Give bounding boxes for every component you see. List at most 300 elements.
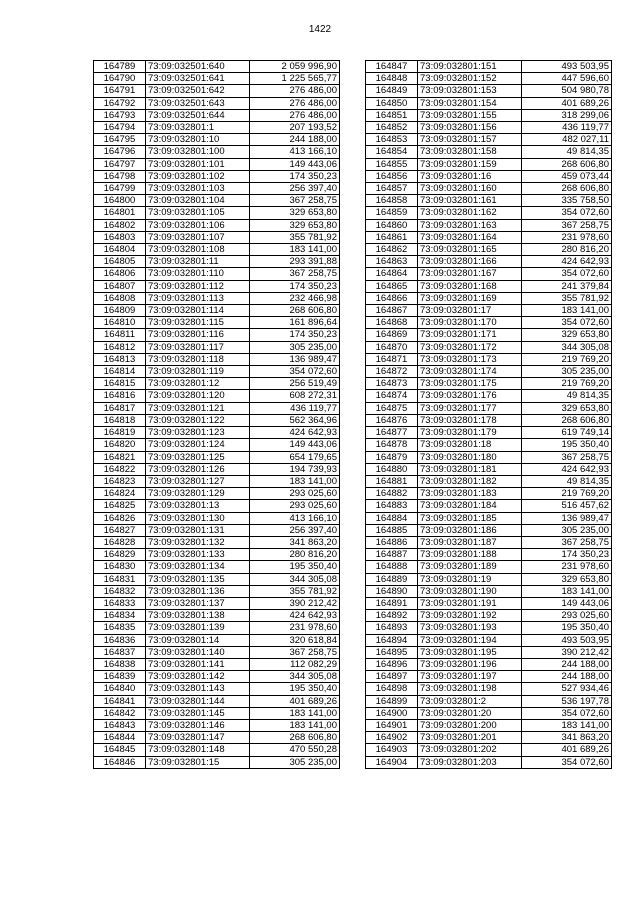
cadastral-number-cell: 73:09:032801:127 <box>146 475 250 487</box>
cadastral-number-cell: 73:09:032801:10 <box>146 134 250 146</box>
cadastral-number-cell: 73:09:032801:121 <box>146 402 250 414</box>
row-number-cell: 164885 <box>366 524 418 536</box>
table-row <box>94 427 340 439</box>
row-number-cell: 164807 <box>94 280 146 292</box>
value-cell: 149 443,06 <box>250 158 340 170</box>
table-row <box>366 524 612 536</box>
value-cell: 231 978,60 <box>522 231 612 243</box>
cadastral-number-cell: 73:09:032801:201 <box>418 732 522 744</box>
cadastral-number-cell: 73:09:032801:178 <box>418 414 522 426</box>
value-cell: 280 816,20 <box>522 244 612 256</box>
table-row <box>366 475 612 487</box>
row-number-cell: 164881 <box>366 475 418 487</box>
table-row <box>366 85 612 97</box>
cadastral-number-cell: 73:09:032801:15 <box>146 756 250 768</box>
value-cell: 268 606,80 <box>250 305 340 317</box>
row-number-cell: 164860 <box>366 219 418 231</box>
cadastral-number-cell: 73:09:032801:187 <box>418 536 522 548</box>
table-body-right <box>366 61 612 769</box>
value-cell: 231 978,60 <box>522 561 612 573</box>
row-number-cell: 164825 <box>94 500 146 512</box>
table-row <box>366 61 612 73</box>
table-row <box>366 268 612 280</box>
cadastral-number-cell: 73:09:032801:163 <box>418 219 522 231</box>
cadastral-number-cell: 73:09:032801:1 <box>146 122 250 134</box>
table-row <box>94 512 340 524</box>
cadastral-number-cell: 73:09:032801:183 <box>418 488 522 500</box>
table-row <box>366 317 612 329</box>
row-number-cell: 164798 <box>94 170 146 182</box>
row-number-cell: 164837 <box>94 646 146 658</box>
table-row <box>366 573 612 585</box>
value-cell: 305 235,00 <box>522 524 612 536</box>
cadastral-number-cell: 73:09:032801:167 <box>418 268 522 280</box>
value-cell: 459 073,44 <box>522 170 612 182</box>
cadastral-number-cell: 73:09:032801:203 <box>418 756 522 768</box>
value-cell: 219 769,20 <box>522 488 612 500</box>
value-cell: 482 027,11 <box>522 134 612 146</box>
value-cell: 293 025,60 <box>250 488 340 500</box>
table-row <box>366 500 612 512</box>
value-cell: 436 119,77 <box>250 402 340 414</box>
value-cell: 268 606,80 <box>522 183 612 195</box>
value-cell: 424 642,93 <box>522 256 612 268</box>
table-row <box>366 353 612 365</box>
value-cell: 136 989,47 <box>250 353 340 365</box>
value-cell: 49 814,35 <box>522 390 612 402</box>
value-cell: 276 486,00 <box>250 109 340 121</box>
cadastral-number-cell: 73:09:032801:16 <box>418 170 522 182</box>
value-cell: 195 350,40 <box>250 683 340 695</box>
value-cell: 293 025,60 <box>250 500 340 512</box>
table-row <box>94 536 340 548</box>
row-number-cell: 164891 <box>366 597 418 609</box>
value-cell: 329 653,80 <box>522 573 612 585</box>
row-number-cell: 164820 <box>94 439 146 451</box>
value-cell: 320 618,84 <box>250 634 340 646</box>
value-cell: 329 653,80 <box>250 219 340 231</box>
row-number-cell: 164822 <box>94 463 146 475</box>
value-cell: 174 350,23 <box>250 280 340 292</box>
row-number-cell: 164853 <box>366 134 418 146</box>
row-number-cell: 164842 <box>94 707 146 719</box>
cadastral-number-cell: 73:09:032801:126 <box>146 463 250 475</box>
table-row <box>94 585 340 597</box>
table-row <box>94 244 340 256</box>
cadastral-number-cell: 73:09:032801:151 <box>418 61 522 73</box>
row-number-cell: 164897 <box>366 671 418 683</box>
table-row <box>94 451 340 463</box>
row-number-cell: 164832 <box>94 585 146 597</box>
row-number-cell: 164844 <box>94 732 146 744</box>
value-cell: 341 863,20 <box>250 536 340 548</box>
row-number-cell: 164829 <box>94 549 146 561</box>
cadastral-number-cell: 73:09:032801:131 <box>146 524 250 536</box>
cadastral-number-cell: 73:09:032501:641 <box>146 73 250 85</box>
row-number-cell: 164850 <box>366 97 418 109</box>
cadastral-number-cell: 73:09:032801:116 <box>146 329 250 341</box>
cadastral-number-cell: 73:09:032801:19 <box>418 573 522 585</box>
table-row <box>366 622 612 634</box>
row-number-cell: 164834 <box>94 610 146 622</box>
cadastral-number-cell: 73:09:032801:140 <box>146 646 250 658</box>
value-cell: 232 466,98 <box>250 292 340 304</box>
table-row <box>94 524 340 536</box>
row-number-cell: 164866 <box>366 292 418 304</box>
cadastral-number-cell: 73:09:032801:106 <box>146 219 250 231</box>
cadastral-number-cell: 73:09:032801:168 <box>418 280 522 292</box>
cadastral-number-cell: 73:09:032801:174 <box>418 366 522 378</box>
cadastral-number-cell: 73:09:032801:200 <box>418 719 522 731</box>
value-cell: 493 503,95 <box>522 61 612 73</box>
table-row <box>94 610 340 622</box>
cadastral-number-cell: 73:09:032801:171 <box>418 329 522 341</box>
value-cell: 149 443,06 <box>250 439 340 451</box>
value-cell: 367 258,75 <box>250 268 340 280</box>
cadastral-number-cell: 73:09:032801:145 <box>146 707 250 719</box>
row-number-cell: 164894 <box>366 634 418 646</box>
cadastral-number-cell: 73:09:032801:118 <box>146 353 250 365</box>
value-cell: 49 814,35 <box>522 475 612 487</box>
cadastral-number-cell: 73:09:032801:142 <box>146 671 250 683</box>
row-number-cell: 164872 <box>366 366 418 378</box>
cadastral-number-cell: 73:09:032801:165 <box>418 244 522 256</box>
row-number-cell: 164839 <box>94 671 146 683</box>
row-number-cell: 164802 <box>94 219 146 231</box>
table-row <box>94 744 340 756</box>
cadastral-number-cell: 73:09:032801:101 <box>146 158 250 170</box>
table-row <box>366 97 612 109</box>
cadastral-number-cell: 73:09:032801:141 <box>146 658 250 670</box>
value-cell: 354 072,60 <box>250 366 340 378</box>
row-number-cell: 164813 <box>94 353 146 365</box>
table-row <box>366 219 612 231</box>
row-number-cell: 164821 <box>94 451 146 463</box>
row-number-cell: 164840 <box>94 683 146 695</box>
table-row <box>94 549 340 561</box>
row-number-cell: 164864 <box>366 268 418 280</box>
row-number-cell: 164810 <box>94 317 146 329</box>
row-number-cell: 164848 <box>366 73 418 85</box>
cadastral-number-cell: 73:09:032801:143 <box>146 683 250 695</box>
value-cell: 367 258,75 <box>522 536 612 548</box>
table-row <box>366 109 612 121</box>
table-row <box>366 646 612 658</box>
cadastral-number-cell: 73:09:032801:115 <box>146 317 250 329</box>
value-cell: 219 769,20 <box>522 353 612 365</box>
row-number-cell: 164873 <box>366 378 418 390</box>
table-row <box>366 707 612 719</box>
row-number-cell: 164790 <box>94 73 146 85</box>
cadastral-number-cell: 73:09:032801:105 <box>146 207 250 219</box>
cadastral-number-cell: 73:09:032801:172 <box>418 341 522 353</box>
cadastral-number-cell: 73:09:032801:13 <box>146 500 250 512</box>
table-row <box>94 85 340 97</box>
value-cell: 195 350,40 <box>522 622 612 634</box>
table-row <box>94 231 340 243</box>
table-row <box>94 158 340 170</box>
row-number-cell: 164883 <box>366 500 418 512</box>
row-number-cell: 164893 <box>366 622 418 634</box>
cadastral-number-cell: 73:09:032801:112 <box>146 280 250 292</box>
table-row <box>366 292 612 304</box>
value-cell: 268 606,80 <box>522 414 612 426</box>
cadastral-number-cell: 73:09:032801:136 <box>146 585 250 597</box>
value-cell: 619 749,14 <box>522 427 612 439</box>
cadastral-number-cell: 73:09:032801:154 <box>418 97 522 109</box>
row-number-cell: 164809 <box>94 305 146 317</box>
table-row <box>94 219 340 231</box>
value-cell: 305 235,00 <box>250 756 340 768</box>
cadastral-number-cell: 73:09:032801:122 <box>146 414 250 426</box>
cadastral-number-cell: 73:09:032801:114 <box>146 305 250 317</box>
value-cell: 183 141,00 <box>250 475 340 487</box>
value-cell: 654 179,65 <box>250 451 340 463</box>
table-row <box>366 585 612 597</box>
value-cell: 516 457,62 <box>522 500 612 512</box>
cadastral-number-cell: 73:09:032801:189 <box>418 561 522 573</box>
value-cell: 329 653,80 <box>522 402 612 414</box>
value-cell: 355 781,92 <box>250 585 340 597</box>
row-number-cell: 164851 <box>366 109 418 121</box>
value-cell: 354 072,60 <box>522 756 612 768</box>
value-cell: 424 642,93 <box>522 463 612 475</box>
value-cell: 244 188,00 <box>522 671 612 683</box>
row-number-cell: 164878 <box>366 439 418 451</box>
value-cell: 329 653,80 <box>522 329 612 341</box>
cadastral-number-cell: 73:09:032801:196 <box>418 658 522 670</box>
table-row <box>366 280 612 292</box>
table-row <box>94 414 340 426</box>
cadastral-number-cell: 73:09:032801:17 <box>418 305 522 317</box>
table-row <box>94 402 340 414</box>
row-number-cell: 164870 <box>366 341 418 353</box>
row-number-cell: 164876 <box>366 414 418 426</box>
cadastral-number-cell: 73:09:032501:642 <box>146 85 250 97</box>
row-number-cell: 164877 <box>366 427 418 439</box>
value-cell: 231 978,60 <box>250 622 340 634</box>
value-cell: 367 258,75 <box>522 219 612 231</box>
value-cell: 280 816,20 <box>250 549 340 561</box>
cadastral-number-cell: 73:09:032801:193 <box>418 622 522 634</box>
row-number-cell: 164899 <box>366 695 418 707</box>
table-row <box>366 561 612 573</box>
row-number-cell: 164845 <box>94 744 146 756</box>
table-row <box>94 463 340 475</box>
value-cell: 161 896,64 <box>250 317 340 329</box>
value-cell: 354 072,60 <box>522 268 612 280</box>
value-cell: 470 550,28 <box>250 744 340 756</box>
value-cell: 401 689,26 <box>522 744 612 756</box>
row-number-cell: 164889 <box>366 573 418 585</box>
row-number-cell: 164871 <box>366 353 418 365</box>
row-number-cell: 164831 <box>94 573 146 585</box>
value-cell: 355 781,92 <box>250 231 340 243</box>
cadastral-number-cell: 73:09:032801:177 <box>418 402 522 414</box>
value-cell: 367 258,75 <box>250 195 340 207</box>
cadastral-number-cell: 73:09:032801:188 <box>418 549 522 561</box>
table-row <box>94 634 340 646</box>
value-cell: 390 212,42 <box>250 597 340 609</box>
cadastral-number-cell: 73:09:032801:190 <box>418 585 522 597</box>
row-number-cell: 164888 <box>366 561 418 573</box>
value-cell: 527 934,46 <box>522 683 612 695</box>
value-cell: 256 397,40 <box>250 524 340 536</box>
table-row <box>94 183 340 195</box>
cadastral-number-cell: 73:09:032801:194 <box>418 634 522 646</box>
table-row <box>94 390 340 402</box>
cadastral-number-cell: 73:09:032801:169 <box>418 292 522 304</box>
value-cell: 268 606,80 <box>522 158 612 170</box>
table-row <box>94 646 340 658</box>
cadastral-number-cell: 73:09:032801:139 <box>146 622 250 634</box>
row-number-cell: 164808 <box>94 292 146 304</box>
cadastral-number-cell: 73:09:032801:197 <box>418 671 522 683</box>
table-row <box>94 305 340 317</box>
row-number-cell: 164863 <box>366 256 418 268</box>
table-row <box>366 207 612 219</box>
table-row <box>366 378 612 390</box>
row-number-cell: 164819 <box>94 427 146 439</box>
value-cell: 305 235,00 <box>250 341 340 353</box>
cadastral-number-cell: 73:09:032801:2 <box>418 695 522 707</box>
table-row <box>366 329 612 341</box>
cadastral-number-cell: 73:09:032801:147 <box>146 732 250 744</box>
table-row <box>94 280 340 292</box>
row-number-cell: 164835 <box>94 622 146 634</box>
row-number-cell: 164858 <box>366 195 418 207</box>
value-cell: 354 072,60 <box>522 207 612 219</box>
row-number-cell: 164859 <box>366 207 418 219</box>
table-row <box>366 695 612 707</box>
value-cell: 268 606,80 <box>250 732 340 744</box>
value-cell: 305 235,00 <box>522 366 612 378</box>
row-number-cell: 164846 <box>94 756 146 768</box>
table-row <box>94 73 340 85</box>
value-cell: 344 305,08 <box>522 341 612 353</box>
row-number-cell: 164901 <box>366 719 418 731</box>
row-number-cell: 164815 <box>94 378 146 390</box>
table-row <box>366 134 612 146</box>
row-number-cell: 164849 <box>366 85 418 97</box>
value-cell: 195 350,40 <box>250 561 340 573</box>
cadastral-number-cell: 73:09:032801:162 <box>418 207 522 219</box>
table-row <box>94 341 340 353</box>
value-cell: 413 166,10 <box>250 512 340 524</box>
row-number-cell: 164793 <box>94 109 146 121</box>
value-cell: 244 188,00 <box>250 134 340 146</box>
cadastral-number-cell: 73:09:032801:184 <box>418 500 522 512</box>
table-row <box>366 671 612 683</box>
table-row <box>94 195 340 207</box>
cadastral-number-cell: 73:09:032801:130 <box>146 512 250 524</box>
row-number-cell: 164896 <box>366 658 418 670</box>
row-number-cell: 164801 <box>94 207 146 219</box>
table-row <box>94 597 340 609</box>
row-number-cell: 164880 <box>366 463 418 475</box>
cadastral-number-cell: 73:09:032801:185 <box>418 512 522 524</box>
cadastral-number-cell: 73:09:032801:186 <box>418 524 522 536</box>
table-row <box>366 231 612 243</box>
cadastral-number-cell: 73:09:032801:155 <box>418 109 522 121</box>
value-cell: 244 188,00 <box>522 658 612 670</box>
value-cell: 344 305,08 <box>250 671 340 683</box>
row-number-cell: 164804 <box>94 244 146 256</box>
value-cell: 183 141,00 <box>250 244 340 256</box>
row-number-cell: 164874 <box>366 390 418 402</box>
row-number-cell: 164854 <box>366 146 418 158</box>
value-cell: 329 653,80 <box>250 207 340 219</box>
cadastral-number-cell: 73:09:032801:160 <box>418 183 522 195</box>
table-row <box>366 597 612 609</box>
table-row <box>94 439 340 451</box>
table-row <box>94 366 340 378</box>
table-row <box>366 512 612 524</box>
cadastral-number-cell: 73:09:032801:135 <box>146 573 250 585</box>
value-cell: 194 739,93 <box>250 463 340 475</box>
table-row <box>94 378 340 390</box>
value-cell: 219 769,20 <box>522 378 612 390</box>
row-number-cell: 164803 <box>94 231 146 243</box>
value-cell: 318 299,06 <box>522 109 612 121</box>
row-number-cell: 164827 <box>94 524 146 536</box>
cadastral-number-cell: 73:09:032801:176 <box>418 390 522 402</box>
row-number-cell: 164830 <box>94 561 146 573</box>
cadastral-number-cell: 73:09:032801:104 <box>146 195 250 207</box>
cadastral-number-cell: 73:09:032801:20 <box>418 707 522 719</box>
value-cell: 149 443,06 <box>522 597 612 609</box>
row-number-cell: 164791 <box>94 85 146 97</box>
value-cell: 241 379,84 <box>522 280 612 292</box>
row-number-cell: 164855 <box>366 158 418 170</box>
value-cell: 136 989,47 <box>522 512 612 524</box>
table-row <box>366 427 612 439</box>
table-row <box>366 463 612 475</box>
value-cell: 174 350,23 <box>250 170 340 182</box>
row-number-cell: 164824 <box>94 488 146 500</box>
row-number-cell: 164805 <box>94 256 146 268</box>
table-row <box>366 195 612 207</box>
cadastral-number-cell: 73:09:032801:103 <box>146 183 250 195</box>
cadastral-number-cell: 73:09:032801:195 <box>418 646 522 658</box>
cadastral-number-cell: 73:09:032801:102 <box>146 170 250 182</box>
table-row <box>366 732 612 744</box>
table-row <box>94 695 340 707</box>
table-row <box>94 561 340 573</box>
cadastral-number-cell: 73:09:032801:173 <box>418 353 522 365</box>
table-row <box>366 536 612 548</box>
table-row <box>366 170 612 182</box>
table-row <box>366 122 612 134</box>
row-number-cell: 164861 <box>366 231 418 243</box>
value-cell: 2 059 996,90 <box>250 61 340 73</box>
cadastral-number-cell: 73:09:032801:161 <box>418 195 522 207</box>
value-cell: 390 212,42 <box>522 646 612 658</box>
value-cell: 608 272,31 <box>250 390 340 402</box>
cadastral-number-cell: 73:09:032801:181 <box>418 463 522 475</box>
value-cell: 413 166,10 <box>250 146 340 158</box>
cadastral-number-cell: 73:09:032801:110 <box>146 268 250 280</box>
table-body-left <box>94 61 340 769</box>
row-number-cell: 164847 <box>366 61 418 73</box>
row-number-cell: 164867 <box>366 305 418 317</box>
value-cell: 354 072,60 <box>522 707 612 719</box>
cadastral-number-cell: 73:09:032801:159 <box>418 158 522 170</box>
cadastral-number-cell: 73:09:032801:182 <box>418 475 522 487</box>
row-number-cell: 164818 <box>94 414 146 426</box>
value-cell: 112 082,29 <box>250 658 340 670</box>
cadastral-number-cell: 73:09:032801:12 <box>146 378 250 390</box>
